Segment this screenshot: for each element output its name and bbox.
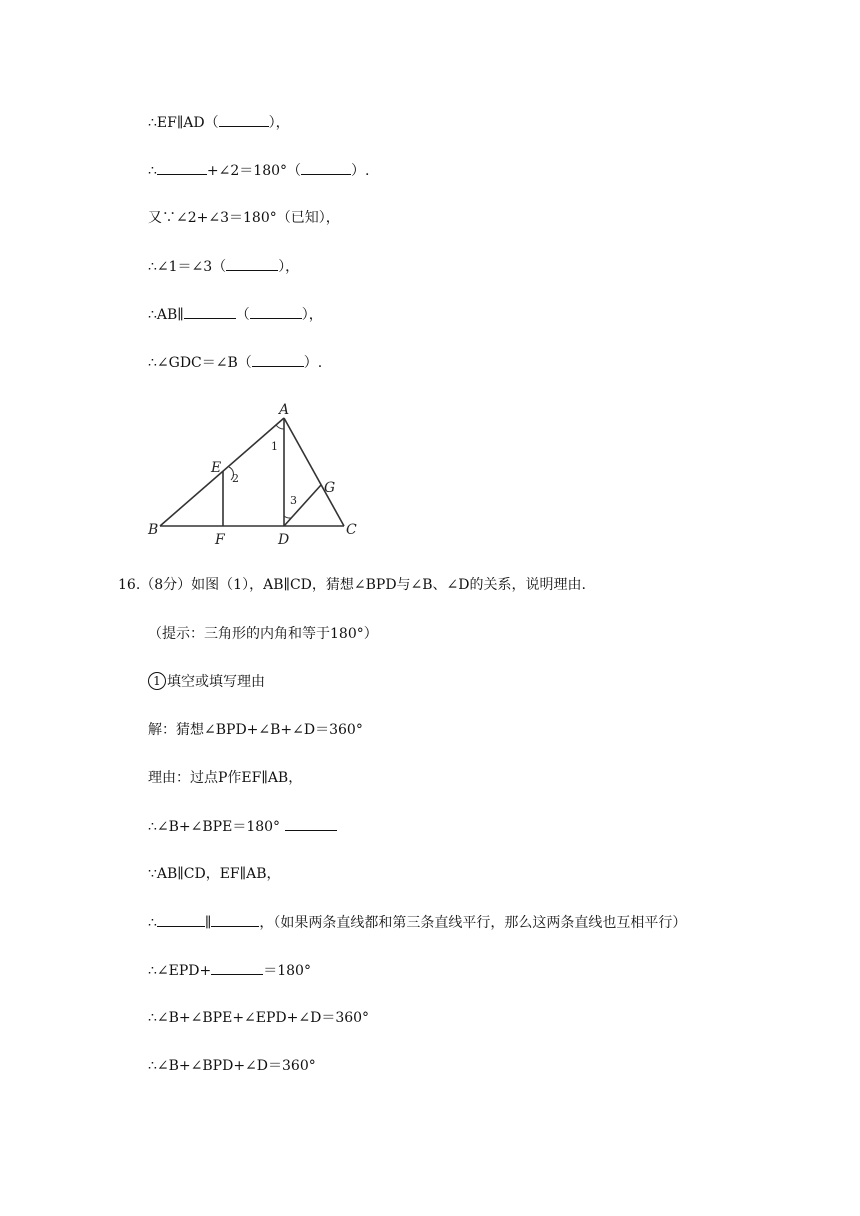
proof-text: ∴EF∥AD（ (148, 115, 219, 131)
segment-ac (284, 418, 344, 526)
proof-text: （ (235, 307, 250, 323)
label-f: F (215, 532, 225, 548)
answer-blank[interactable] (301, 160, 351, 175)
solution-text: 解：猜想∠BPD+∠B+∠D＝360° (148, 722, 363, 738)
angle-1-label: 1 (271, 440, 278, 453)
problem-text: 16.（8分）如图（1），AB∥CD，猜想∠BPD与∠B、∠D的关系，说明理由. (118, 577, 586, 593)
label-c: C (346, 522, 357, 538)
hint-text: （提示：三角形的内角和等于180°） (148, 626, 378, 642)
answer-blank[interactable] (219, 112, 269, 127)
proof-text: ）， (268, 115, 290, 131)
step-1-line (148, 816, 337, 837)
label-e: E (211, 460, 222, 476)
proof-text: ∴ (148, 163, 157, 179)
label-b: B (148, 522, 159, 538)
angle-3-arc (284, 516, 291, 518)
problem-16-instruction (148, 672, 265, 692)
answer-blank[interactable] (211, 912, 259, 927)
instruction-text: 填空或填写理由 (167, 674, 265, 690)
proof-text: ∴AB∥ (148, 307, 184, 323)
problem-16-hint (148, 624, 378, 644)
proof-text: ∴∠GDC＝∠B（ (148, 355, 252, 371)
step-text: ∥ (204, 915, 212, 931)
reason-text: 理由：过点P作EF∥AB， (148, 770, 303, 786)
answer-blank[interactable] (250, 304, 302, 319)
proof-text: ）. (351, 163, 370, 179)
proof-text: +∠2＝180°（ (206, 163, 302, 179)
label-g: G (324, 480, 336, 496)
answer-blank[interactable] (157, 912, 205, 927)
step-text: ∴ (148, 915, 157, 931)
answer-blank[interactable] (157, 160, 207, 175)
step-text: ∴∠EPD+ (148, 963, 212, 979)
answer-blank[interactable] (252, 352, 304, 367)
problem-16-heading (118, 575, 586, 595)
segment-ab (160, 418, 284, 526)
solution-line (148, 720, 363, 740)
step-text: ∵AB∥CD，EF∥AB， (148, 866, 281, 882)
proof-line-2 (148, 160, 369, 181)
step-6-line (148, 1056, 316, 1076)
proof-text: 又∵∠2+∠3＝180°（已知）， (148, 210, 340, 226)
proof-text: ）. (303, 355, 323, 371)
step-text: ，（如果两条直线都和第三条直线平行，那么这两条直线也互相平行） (259, 915, 687, 931)
step-text: ＝180° (263, 963, 311, 979)
reason-line (148, 768, 302, 788)
step-text: ∴∠B+∠BPE+∠EPD+∠D＝360° (148, 1010, 370, 1026)
step-4-line (148, 960, 311, 981)
angle-3-label: 3 (290, 494, 297, 507)
answer-blank[interactable] (226, 256, 278, 271)
label-a: A (279, 402, 290, 418)
step-text: ∴∠B+∠BPE＝180° (148, 819, 281, 835)
angle-1-arc (276, 425, 284, 429)
answer-blank[interactable] (211, 960, 263, 975)
angle-2-label: 2 (232, 472, 239, 485)
proof-line-6 (148, 352, 322, 373)
step-3-line (148, 912, 686, 933)
answer-blank[interactable] (184, 304, 236, 319)
proof-text: ）， (278, 259, 300, 275)
proof-line-5 (148, 304, 323, 325)
circled-number: 1 (148, 672, 166, 690)
label-d: D (278, 532, 290, 548)
answer-blank[interactable] (285, 816, 337, 831)
step-text: ∴∠B+∠BPD+∠D＝360° (148, 1058, 316, 1074)
proof-text: ）， (301, 307, 323, 323)
proof-text: ∴∠1＝∠3（ (148, 259, 227, 275)
step-2-line (148, 864, 281, 884)
proof-line-4 (148, 256, 299, 277)
proof-line-3 (148, 208, 340, 228)
triangle-figure (140, 398, 380, 548)
proof-line-1 (148, 112, 290, 133)
step-5-line (148, 1008, 369, 1028)
